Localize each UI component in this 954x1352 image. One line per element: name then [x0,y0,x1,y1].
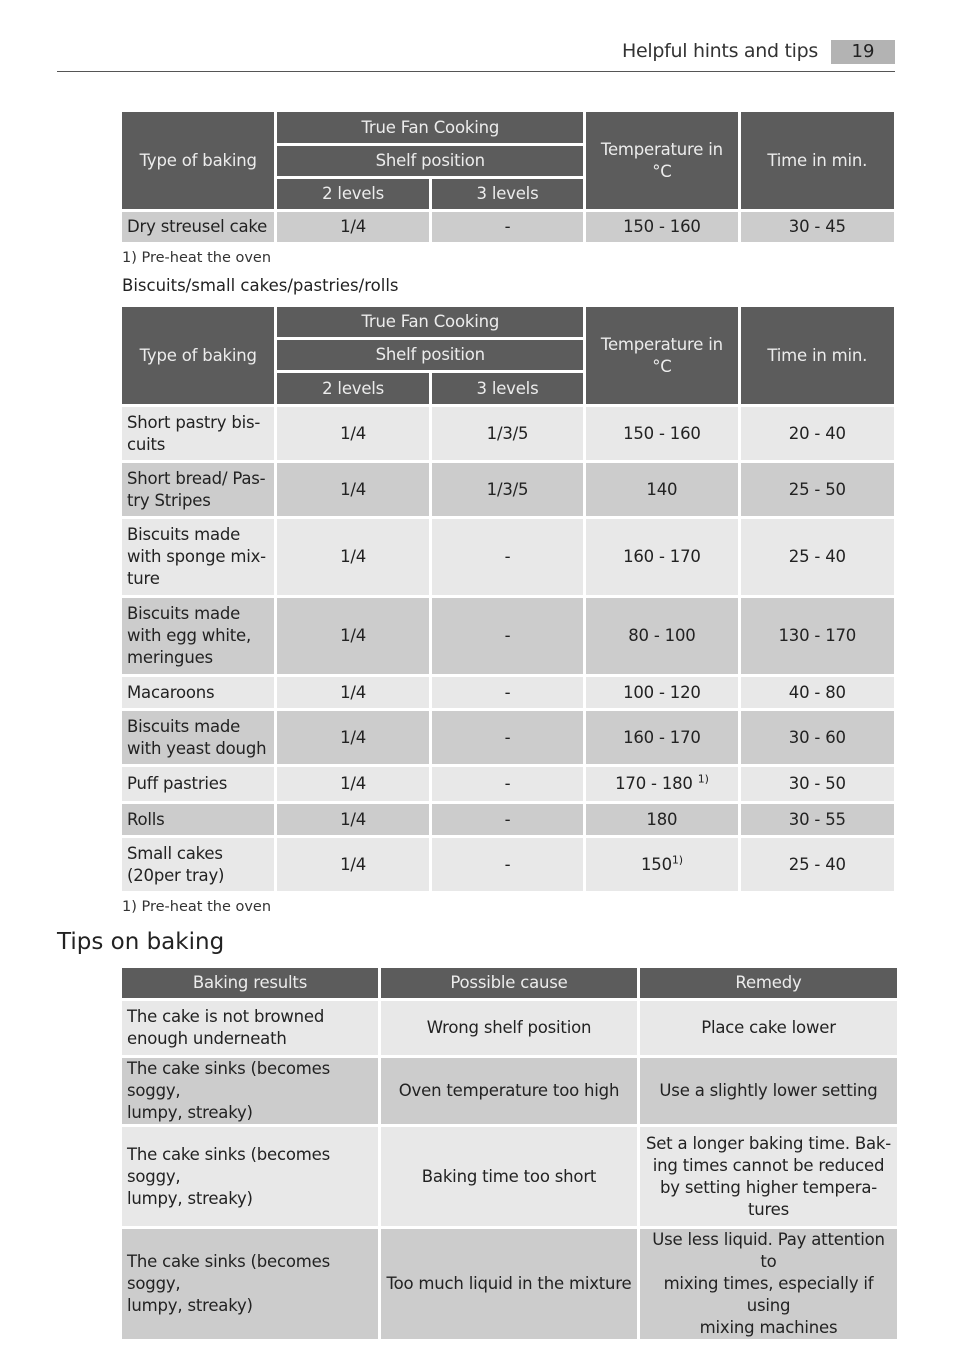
possible-cause-cell-text: Wrong shelf position [426,1018,592,1037]
remedy-cell [640,1229,897,1339]
baking-result-cell-text: The cake sinks (becomes soggy, lumpy, streaky) [127,1252,330,1315]
temperature-cell-text: 180 [646,809,678,829]
baking-result-cell [122,1127,378,1226]
time-cell-text: 30 - 45 [788,217,846,236]
temperature-cell-text: 170 - 180 [615,774,698,793]
two-levels-cell [277,598,428,674]
three-levels-cell [432,711,583,764]
remedy-cell-text: Use less liquid. Pay attention to mixing times, especially if using mixing machines [652,1230,885,1337]
time-cell-text: 25 - 50 [788,479,846,499]
baking-type-cell-text: Short pastry bis- cuits [127,412,261,454]
time-cell [741,212,894,242]
baking-result-cell-text: The cake sinks (becomes soggy, lumpy, streaky) [127,1059,330,1122]
two-levels-cell [277,463,428,516]
table-row [122,767,894,801]
baking-type-cell-text: Biscuits made with yeast dough [127,716,267,758]
dry-streusel-table [119,109,897,245]
two-levels-cell-text: 1/4 [340,479,367,499]
three-levels-cell-text: - [504,774,511,793]
three-levels-cell-text: 1/3/5 [486,479,529,499]
baking-result-cell [122,1058,378,1124]
three-levels-cell-text: - [504,809,511,829]
time-cell-text: 30 - 55 [788,809,846,829]
table-row [122,1001,897,1055]
temperature-cell-text: 150 - 160 [623,423,701,443]
footnote-marker: 1) [671,853,683,866]
col-temp-header: Temperature in °C [586,112,737,209]
table-row [122,804,894,835]
possible-cause-cell-text: Too much liquid in the mixture [386,1274,632,1293]
time-cell [741,598,894,674]
temperature-cell [586,519,737,595]
col-type-header: Type of baking [122,307,274,404]
temperature-cell-text: 150 - 160 [623,217,701,236]
col-baking-results-header: Baking results [122,968,378,998]
two-levels-cell-text: 1/4 [340,547,367,566]
baking-type-cell-text: Short bread/ Pas- try Stripes [127,468,266,510]
two-levels-cell-text: 1/4 [340,727,367,747]
tips-table [119,965,900,1342]
three-levels-cell-text: - [504,217,511,236]
remedy-cell [640,1127,897,1226]
three-levels-cell [432,212,583,242]
possible-cause-cell [381,1127,637,1226]
two-levels-cell-text: 1/4 [340,626,367,645]
time-cell-text: 25 - 40 [788,854,846,874]
baking-result-cell [122,1001,378,1055]
baking-type-cell-text: Puff pastries [127,774,228,793]
time-cell [741,767,894,801]
section-title: Tips on baking [57,929,225,955]
three-levels-cell-text: - [504,547,511,566]
table-row [122,838,894,891]
remedy-cell-text: Set a longer baking time. Bak- ing times cannot be reduced by setting higher tempera- tures [645,1133,892,1219]
two-levels-cell [277,677,428,708]
remedy-cell-text: Place cake lower [701,1018,836,1037]
temperature-cell-text: 150 [640,854,672,874]
temperature-cell-text: 160 - 170 [623,727,701,747]
temperature-cell-text: 100 - 120 [623,682,701,702]
table-row [122,1229,897,1339]
baking-result-cell-text: The cake is not browned enough underneath [127,1007,325,1048]
temperature-cell [586,407,737,460]
temperature-cell [586,598,737,674]
baking-type-cell-text: Biscuits made with egg white, meringues [127,604,251,667]
table-row [122,677,894,708]
temperature-cell [586,838,737,891]
two-levels-cell [277,804,428,835]
temperature-cell [586,212,737,242]
page-header [57,38,895,72]
time-cell [741,463,894,516]
possible-cause-cell [381,1229,637,1339]
table-row [122,407,894,460]
temperature-cell-text: 140 [646,479,678,499]
baking-type-cell [122,519,274,595]
baking-type-cell-text: Macaroons [127,682,215,702]
footnote-preheat: 1) Pre-heat the oven [122,899,272,915]
col-3-levels-header: 3 levels [432,179,583,209]
baking-type-cell [122,804,274,835]
three-levels-cell-text: - [504,626,511,645]
temperature-cell [586,767,737,801]
table-row [122,598,894,674]
time-cell-text: 30 - 60 [788,727,846,747]
footnote-marker: 1) [697,772,709,786]
time-cell [741,407,894,460]
baking-type-cell [122,463,274,516]
baking-type-cell [122,407,274,460]
two-levels-cell [277,838,428,891]
baking-type-cell-text: Biscuits made with sponge mix- ture [127,525,266,588]
time-cell-text: 20 - 40 [788,423,846,443]
col-tfc-header: True Fan Cooking [277,112,583,143]
possible-cause-cell [381,1001,637,1055]
col-time-header: Time in min. [741,112,894,209]
table-row [122,212,894,242]
table-row [122,1127,897,1226]
col-tfc-header: True Fan Cooking [277,307,583,337]
col-3-levels-header: 3 levels [432,373,583,404]
col-type-header: Type of baking [122,112,274,209]
col-temp-header: Temperature in °C [586,307,737,404]
three-levels-cell [432,463,583,516]
two-levels-cell [277,407,428,460]
temperature-cell [586,463,737,516]
col-2-levels-header: 2 levels [277,179,428,209]
three-levels-cell-text: - [504,682,511,702]
table-subheading: Biscuits/small cakes/pastries/rolls [122,276,399,295]
three-levels-cell-text: - [504,854,511,874]
two-levels-cell-text: 1/4 [340,682,367,702]
baking-type-cell-text: Dry streusel cake [127,217,268,236]
two-levels-cell-text: 1/4 [340,854,367,874]
two-levels-cell [277,212,428,242]
remedy-cell-text: Use a slightly lower setting [659,1081,878,1100]
temperature-cell-text: 160 - 170 [623,547,701,566]
three-levels-cell [432,519,583,595]
baking-result-cell-text: The cake sinks (becomes soggy, lumpy, streaky) [127,1144,330,1208]
biscuits-table [119,304,897,894]
time-cell-text: 30 - 50 [788,774,846,793]
baking-type-cell [122,767,274,801]
two-levels-cell-text: 1/4 [340,423,367,443]
baking-type-cell [122,838,274,891]
three-levels-cell-text: 1/3/5 [486,423,529,443]
temperature-cell [586,677,737,708]
temperature-cell [586,804,737,835]
col-time-header: Time in min. [741,307,894,404]
two-levels-cell-text: 1/4 [340,217,367,236]
possible-cause-cell-text: Oven temperature too high [398,1081,620,1100]
baking-type-cell-text: Small cakes (20per tray) [127,843,225,885]
three-levels-cell [432,677,583,708]
possible-cause-cell-text: Baking time too short [421,1166,597,1186]
table-row [122,463,894,516]
three-levels-cell-text: - [504,727,511,747]
temperature-cell [586,711,737,764]
possible-cause-cell [381,1058,637,1124]
col-shelf-header: Shelf position [277,340,583,370]
remedy-cell [640,1058,897,1124]
table-row [122,1058,897,1124]
three-levels-cell [432,838,583,891]
two-levels-cell [277,767,428,801]
two-levels-cell-text: 1/4 [340,774,367,793]
time-cell-text: 25 - 40 [788,547,846,566]
three-levels-cell [432,407,583,460]
temperature-cell-text: 80 - 100 [628,626,696,645]
baking-type-cell [122,598,274,674]
baking-type-cell [122,212,274,242]
time-cell [741,838,894,891]
time-cell [741,804,894,835]
baking-type-cell [122,711,274,764]
two-levels-cell-text: 1/4 [340,809,367,829]
two-levels-cell [277,711,428,764]
baking-result-cell [122,1229,378,1339]
page-number: 19 [831,40,895,64]
table-row [122,711,894,764]
table-row [122,519,894,595]
time-cell [741,711,894,764]
footnote-preheat: 1) Pre-heat the oven [122,250,272,266]
baking-type-cell [122,677,274,708]
three-levels-cell [432,598,583,674]
col-remedy-header: Remedy [640,968,897,998]
header-title: Helpful hints and tips [622,40,818,62]
time-cell [741,519,894,595]
remedy-cell [640,1001,897,1055]
three-levels-cell [432,804,583,835]
baking-type-cell-text: Rolls [127,809,165,829]
col-possible-cause-header: Possible cause [381,968,637,998]
col-2-levels-header: 2 levels [277,373,428,404]
col-shelf-header: Shelf position [277,146,583,176]
time-cell-text: 40 - 80 [788,682,846,702]
three-levels-cell [432,767,583,801]
two-levels-cell [277,519,428,595]
time-cell [741,677,894,708]
time-cell-text: 130 - 170 [778,626,857,645]
